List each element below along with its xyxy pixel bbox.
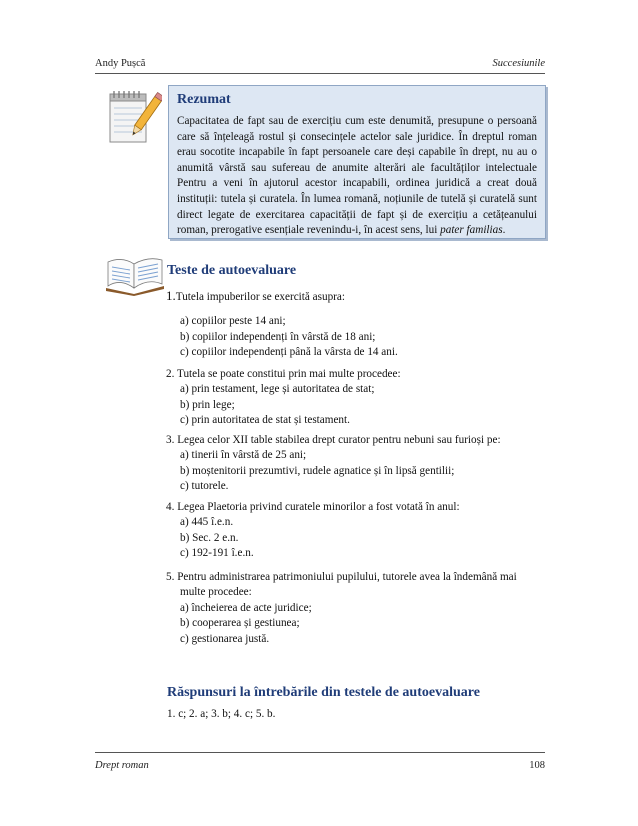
option-c: c) 192-191 î.e.n.	[180, 547, 254, 560]
option-c: c) copiilor independenți până la vârsta de 14 ani.	[180, 346, 398, 359]
option-b: b) prin lege;	[180, 398, 235, 411]
answers-title: Răspunsuri la întrebările din testele de autoevaluare	[167, 685, 480, 700]
option-b: b) cooperarea și gestiunea;	[180, 617, 300, 630]
header-rule	[95, 73, 545, 74]
summary-title: Rezumat	[177, 92, 231, 107]
option-a: a) 445 î.e.n.	[180, 516, 234, 529]
answers-text: 1. c; 2. a; 3. b; 4. c; 5. b.	[167, 708, 276, 720]
question-1	[166, 288, 398, 361]
question-3	[166, 433, 501, 495]
notebook-pencil-icon	[106, 86, 162, 148]
option-a: a) copiilor peste 14 ani;	[180, 315, 286, 328]
option-c: c) prin autoritatea de stat și testament.	[180, 414, 350, 427]
open-book-icon	[104, 258, 166, 296]
summary-box	[168, 85, 546, 239]
question-number: 5.	[166, 571, 175, 583]
summary-text	[177, 114, 537, 239]
summary-text-main: Capacitatea de fapt sau de exercițiu cum este denumită, presupune o persoană care să înțeleagă rostul și consecințele actelor sale juridice. În dreptul roman erau socotite incapabile în fapt persoanele care deși capabile în drept, nu au o anumită vârstă sau sufereau de anumite alterări ale facultăților intelectuale Pentru a veni în ajutorul acestor incapabili, ordinea juridică a creat două instituții: tutela și curatela. În lumea romană, noțiunile de tutelă și curatelă sunt direct legate de exercitarea capacității de fapt și de exercițiu a cetățeanului roman, prerogative esențiale revenindu-i, în acest sens, lui	[177, 115, 537, 237]
summary-text-italic: pater familias	[440, 224, 503, 237]
question-4	[166, 500, 460, 562]
question-text-continued: multe procedee:	[180, 586, 252, 599]
option-c: c) gestionarea justă.	[180, 632, 270, 645]
page-number: 108	[529, 760, 545, 771]
option-b: b) copiilor independenți în vârstă de 18 ani;	[180, 330, 376, 343]
question-text: Pentru administrarea patrimoniului pupilului, tutorele avea la îndemână mai	[177, 571, 517, 583]
option-a: a) tinerii în vârstă de 25 ani;	[180, 449, 307, 462]
header-author: Andy Pușcă	[95, 58, 146, 69]
footer-rule	[95, 752, 545, 753]
question-number: 1.	[166, 288, 176, 303]
option-a: a) încheierea de acte juridice;	[180, 601, 312, 614]
header-chapter: Succesiunile	[492, 58, 545, 69]
question-text: Tutela impuberilor se exercită asupra:	[175, 291, 345, 303]
question-text: Legea celor XII table stabilea drept curator pentru nebuni sau furioși pe:	[177, 434, 501, 446]
option-b: b) Sec. 2 e.n.	[180, 531, 239, 544]
question-text: Tutela se poate constitui prin mai multe procedee:	[177, 368, 401, 380]
question-number: 4.	[166, 501, 175, 513]
question-5	[166, 570, 517, 647]
option-c: c) tutorele.	[180, 480, 229, 493]
option-b: b) moștenitorii prezumtivi, rudele agnatice și în lipsă gentilii;	[180, 464, 455, 477]
question-text: Legea Plaetoria privind curatele minorilor a fost votată în anul:	[177, 501, 460, 513]
question-number: 3.	[166, 434, 175, 446]
footer-book-title: Drept roman	[95, 760, 149, 771]
question-number: 2.	[166, 368, 175, 380]
self-tests-title: Teste de autoevaluare	[167, 263, 297, 278]
option-a: a) prin testament, lege și autoritatea de stat;	[180, 383, 375, 396]
summary-text-end: .	[502, 224, 506, 237]
question-2	[166, 367, 401, 429]
